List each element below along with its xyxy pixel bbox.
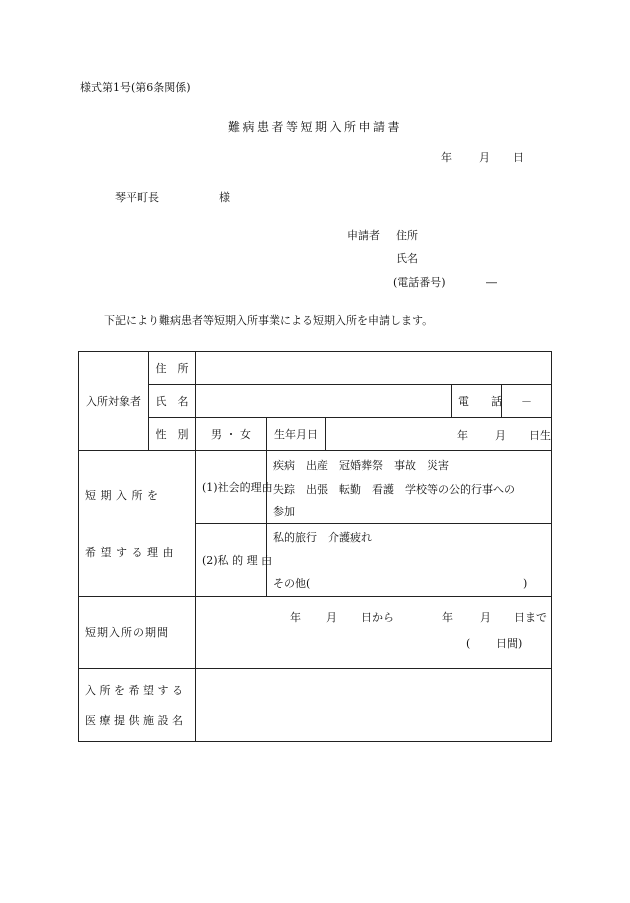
applicant-name-label: 氏名 (396, 252, 418, 265)
period-field[interactable] (196, 597, 552, 669)
phone-field[interactable] (502, 385, 552, 418)
form-reference: 様式第1号(第6条関係) (80, 81, 191, 94)
honorific: 様 (219, 191, 230, 204)
applicant-phone-label: (電話番号) (393, 276, 446, 289)
reason-label-line2: 希 望 す る 理 由 (85, 545, 174, 559)
sex-label: 性 別 (149, 418, 196, 451)
period-to: 日まで (514, 611, 547, 624)
period-month1: 月 (326, 611, 337, 624)
period-label: 短期入所の期間 (79, 597, 196, 669)
addressee: 琴平町長 (115, 191, 159, 204)
birth-month: 月 (495, 429, 506, 442)
birth-year: 年 (457, 429, 468, 442)
phone-label: 電 話 (452, 385, 502, 418)
sex-options[interactable]: 男 ・ 女 (196, 418, 267, 451)
phone-dash: － (521, 394, 533, 408)
private-reason-field[interactable] (267, 524, 552, 597)
reason-label-line1: 短 期 入 所 を (85, 488, 159, 502)
facility-field[interactable] (196, 669, 552, 742)
applicant-address-label: 住所 (396, 229, 418, 242)
days-open: ( (466, 637, 471, 650)
reason-label (79, 451, 196, 597)
subject-label: 入所対象者 (79, 352, 149, 451)
date-year-label: 年 (441, 151, 452, 164)
social-reason-line3: 参加 (273, 505, 295, 518)
social-reason-field[interactable] (267, 451, 552, 524)
application-table (78, 351, 552, 742)
birth-field[interactable] (326, 418, 552, 451)
period-year2: 年 (442, 611, 453, 624)
applicant-phone-dash: ― (486, 276, 497, 289)
facility-label (79, 669, 196, 742)
social-reason-line2: 失踪 出張 転勤 看護 学校等の公的行事への (273, 483, 515, 496)
private-other-label: その他( (273, 577, 311, 590)
social-reason-label: (1)社会的理由 (196, 451, 267, 524)
birth-day: 日生 (529, 429, 551, 442)
period-from: 日から (361, 611, 394, 624)
days-close: 日間) (496, 637, 523, 650)
facility-label-line1: 入所を希望する (85, 683, 187, 697)
private-other-close: ) (523, 577, 528, 590)
period-month2: 月 (480, 611, 491, 624)
page-title: 難病患者等短期入所申請書 (227, 120, 402, 134)
date-month-label: 月 (479, 151, 490, 164)
facility-label-line2: 医療提供施設名 (85, 713, 187, 727)
social-reason-line1: 疾病 出産 冠婚葬祭 事故 災害 (273, 459, 449, 472)
period-year1: 年 (290, 611, 301, 624)
name-label: 氏 名 (149, 385, 196, 418)
name-field[interactable] (196, 385, 452, 418)
birth-label: 生年月日 (267, 418, 326, 451)
intro-text: 下記により難病患者等短期入所事業による短期入所を申請します。 (104, 314, 434, 327)
private-reason-line1: 私的旅行 介護疲れ (273, 531, 372, 544)
applicant-label: 申請者 (347, 229, 380, 242)
date-day-label: 日 (513, 151, 524, 164)
address-field[interactable] (196, 352, 552, 385)
private-reason-label: (2)私 的 理 由 (196, 524, 267, 597)
address-label: 住 所 (149, 352, 196, 385)
